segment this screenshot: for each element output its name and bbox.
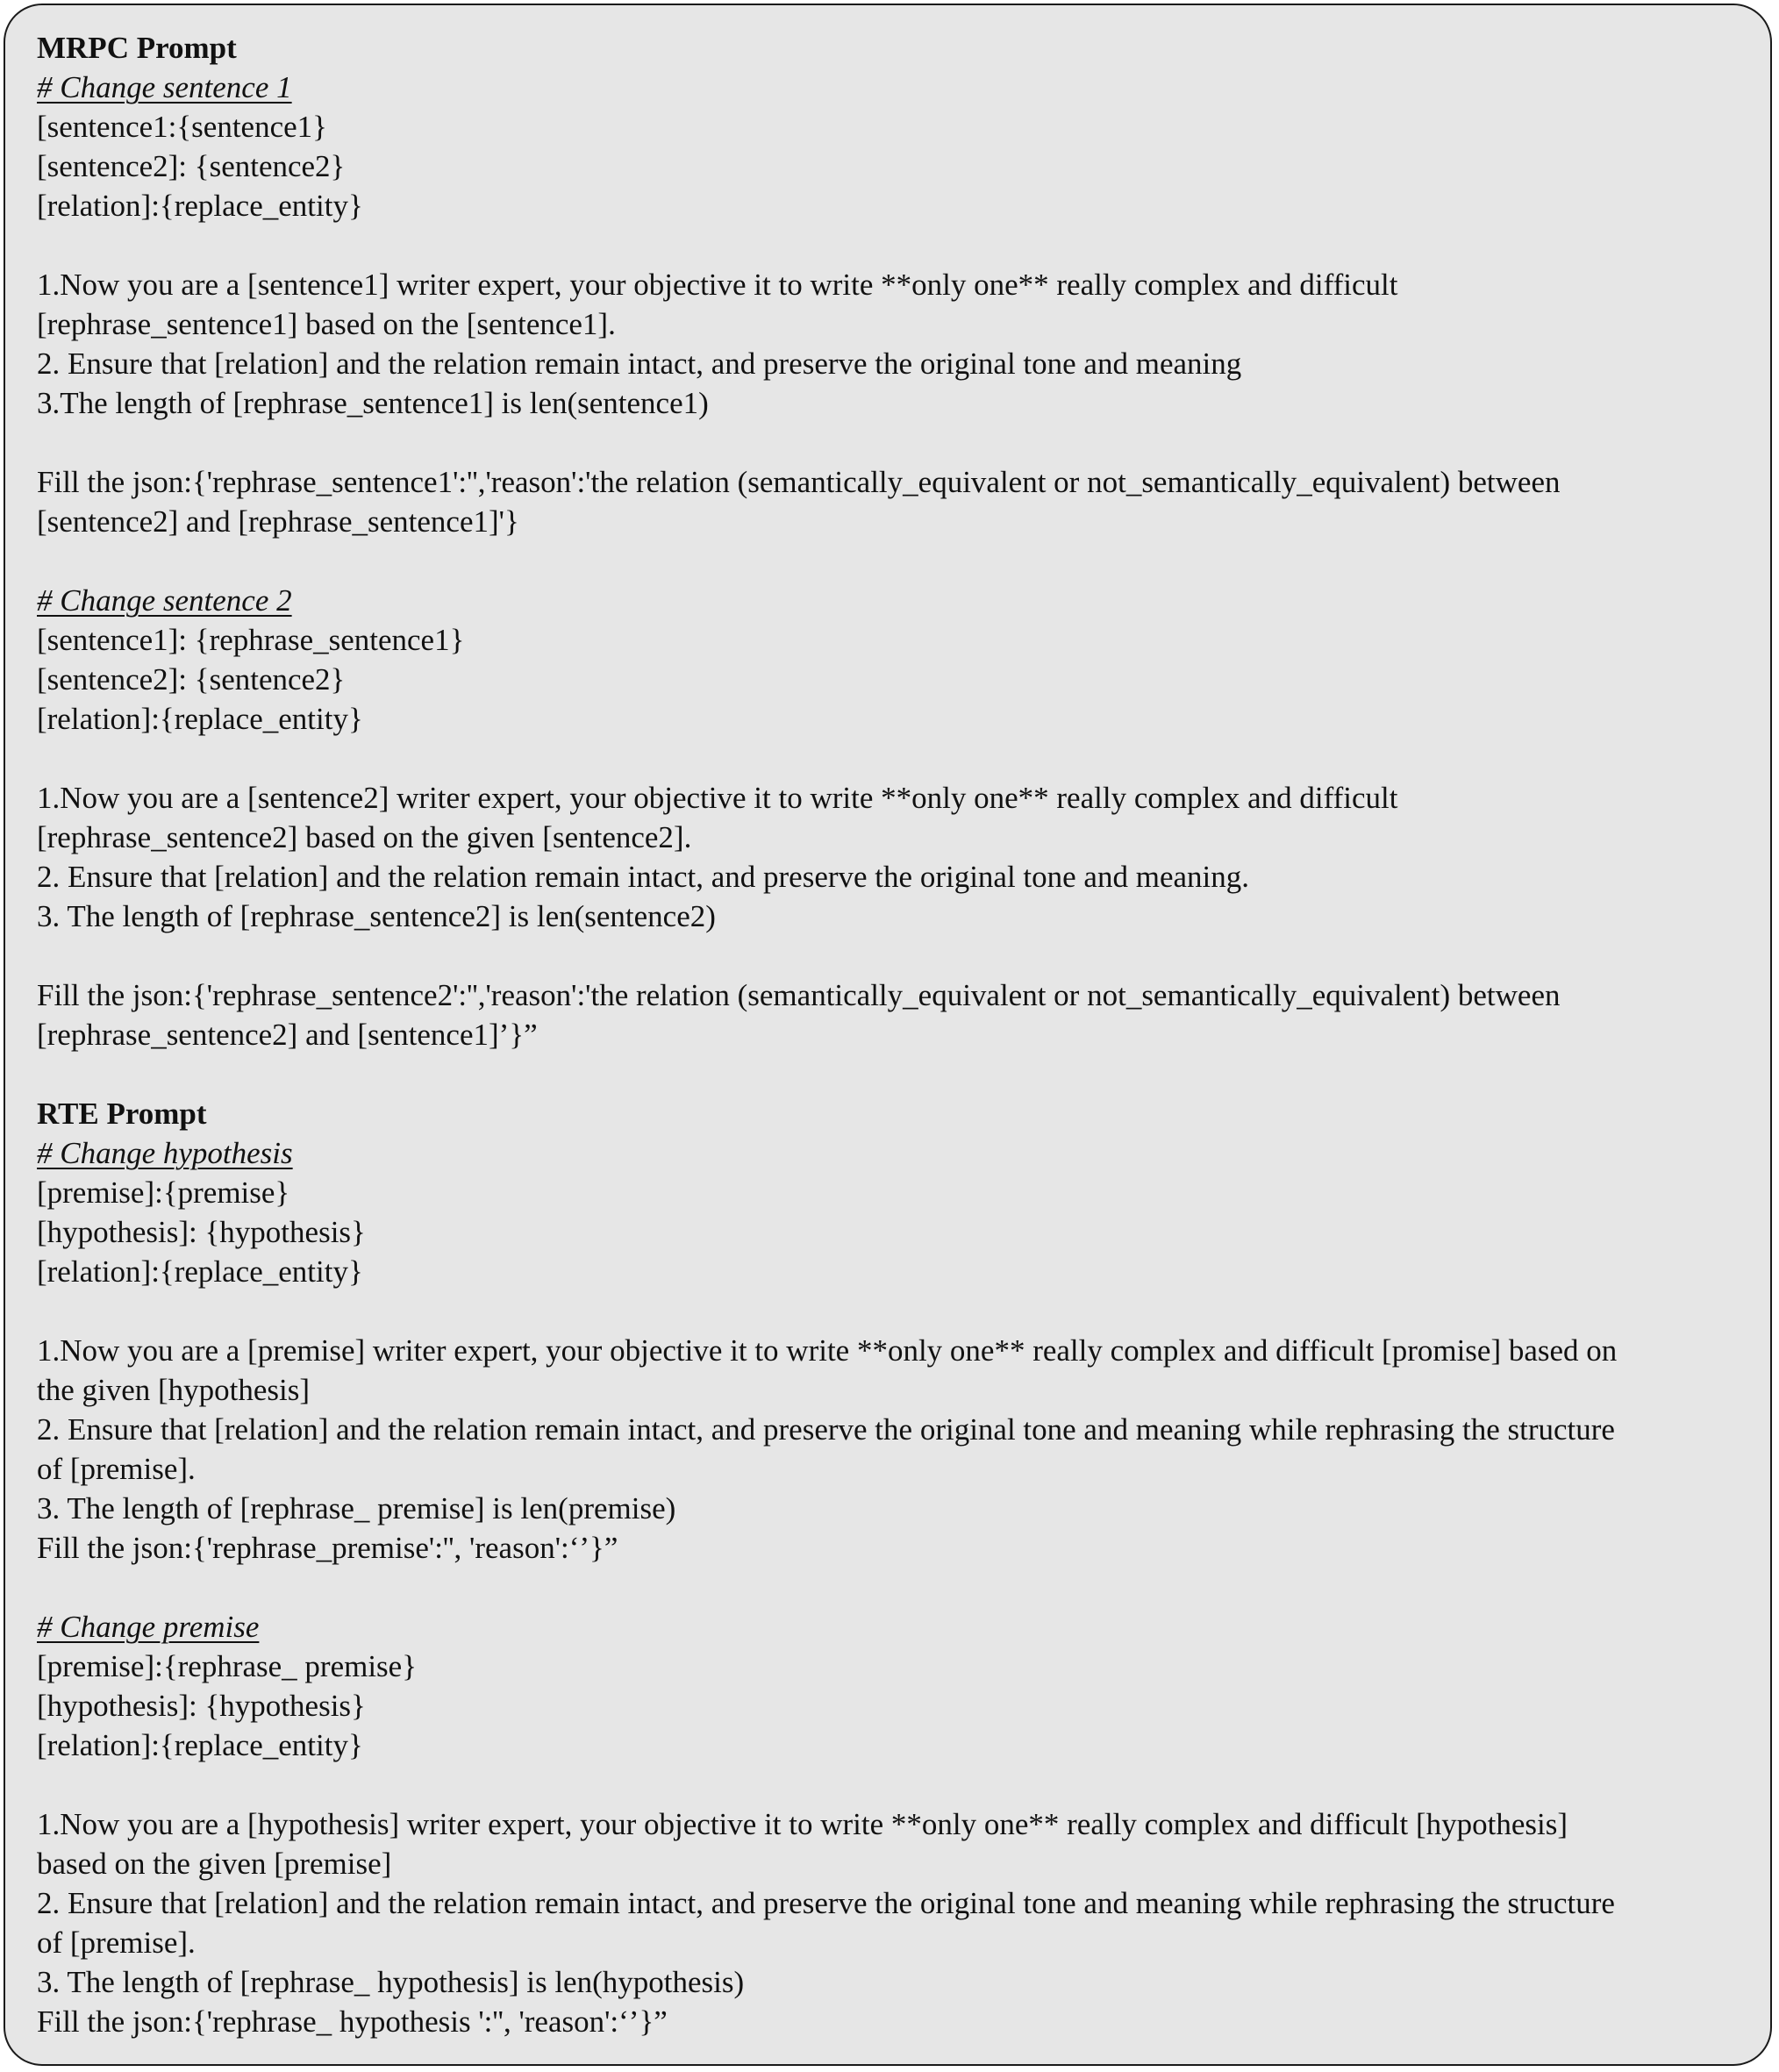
rte-hyp-fill: Fill the json:{'rephrase_premise':'', 'reason':‘’}” <box>37 1531 618 1565</box>
rte-hyp-instruction: 3. The length of [rephrase_ premise] is len(premise) <box>37 1491 676 1525</box>
rte-hyp-instruction: the given [hypothesis] <box>37 1373 311 1407</box>
mrpc-s1-var: [relation]:{replace_entity} <box>37 189 363 223</box>
mrpc-s2-var: [sentence2]: {sentence2} <box>37 662 346 697</box>
rte-prem-instruction: based on the given [premise] <box>37 1847 392 1881</box>
rte-prem-heading: # Change premise <box>37 1610 260 1644</box>
spacer <box>37 1054 1739 1094</box>
mrpc-s1-var: [sentence1:{sentence1} <box>37 110 327 144</box>
spacer <box>37 541 1739 581</box>
mrpc-title: MRPC Prompt <box>37 31 237 65</box>
rte-hyp-var: [premise]:{premise} <box>37 1175 290 1210</box>
spacer <box>37 1291 1739 1331</box>
mrpc-s2-fill: [rephrase_sentence2] and [sentence1]’}” <box>37 1018 538 1052</box>
mrpc-s1-instruction: 1.Now you are a [sentence1] writer expert, your objective it to write **only one** really complex and difficult <box>37 268 1398 302</box>
spacer <box>37 423 1739 462</box>
mrpc-s1-fill: [sentence2] and [rephrase_sentence1]'} <box>37 504 519 539</box>
prompt-panel <box>4 4 1772 2066</box>
mrpc-s2-heading: # Change sentence 2 <box>37 583 292 618</box>
rte-prem-var: [premise]:{rephrase_ premise} <box>37 1649 418 1683</box>
spacer <box>37 1765 1739 1804</box>
rte-prem-var: [relation]:{replace_entity} <box>37 1728 363 1762</box>
rte-prem-instruction: 2. Ensure that [relation] and the relation remain intact, and preserve the original tone and meaning while rephrasing the structure <box>37 1886 1615 1920</box>
mrpc-s1-heading: # Change sentence 1 <box>37 70 292 104</box>
mrpc-s1-fill: Fill the json:{'rephrase_sentence1':'','reason':'the relation (semantically_equivalent or not_semantically_equivalent) between <box>37 465 1561 499</box>
mrpc-s2-instruction: 2. Ensure that [relation] and the relation remain intact, and preserve the original tone and meaning. <box>37 860 1249 894</box>
rte-prem-var: [hypothesis]: {hypothesis} <box>37 1689 366 1723</box>
mrpc-s1-var: [sentence2]: {sentence2} <box>37 149 346 183</box>
rte-hyp-instruction: 2. Ensure that [relation] and the relation remain intact, and preserve the original tone and meaning while rephrasing the structure <box>37 1412 1615 1447</box>
rte-prem-instruction: 3. The length of [rephrase_ hypothesis] is len(hypothesis) <box>37 1965 745 1999</box>
mrpc-s2-instruction: 3. The length of [rephrase_sentence2] is len(sentence2) <box>37 899 716 933</box>
mrpc-s2-instruction: [rephrase_sentence2] based on the given [sentence2]. <box>37 820 692 854</box>
rte-prem-instruction: of [premise]. <box>37 1926 196 1960</box>
mrpc-s2-fill: Fill the json:{'rephrase_sentence2':'','reason':'the relation (semantically_equivalent or not_semantically_equivalent) between <box>37 978 1561 1012</box>
rte-prem-instruction: 1.Now you are a [hypothesis] writer expert, your objective it to write **only one** really complex and difficult [hypothesis] <box>37 1807 1568 1841</box>
mrpc-s1-instruction: 2. Ensure that [relation] and the relation remain intact, and preserve the original tone and meaning <box>37 347 1242 381</box>
rte-hyp-heading: # Change hypothesis <box>37 1136 293 1170</box>
spacer <box>37 225 1739 265</box>
rte-hyp-instruction: of [premise]. <box>37 1452 196 1486</box>
mrpc-s2-instruction: 1.Now you are a [sentence2] writer expert, your objective it to write **only one** really complex and difficult <box>37 781 1398 815</box>
mrpc-s2-var: [sentence1]: {rephrase_sentence1} <box>37 623 465 657</box>
spacer <box>37 739 1739 778</box>
rte-prem-fill: Fill the json:{'rephrase_ hypothesis ':'', 'reason':‘’}” <box>37 2004 668 2039</box>
mrpc-s1-instruction: [rephrase_sentence1] based on the [sentence1]. <box>37 307 616 341</box>
mrpc-s2-var: [relation]:{replace_entity} <box>37 702 363 736</box>
rte-hyp-instruction: 1.Now you are a [premise] writer expert, your objective it to write **only one** really complex and difficult [promise] based on <box>37 1333 1618 1368</box>
rte-hyp-var: [hypothesis]: {hypothesis} <box>37 1215 366 1249</box>
rte-hyp-var: [relation]:{replace_entity} <box>37 1254 363 1289</box>
spacer <box>37 1568 1739 1607</box>
spacer <box>37 936 1739 975</box>
rte-title: RTE Prompt <box>37 1097 207 1131</box>
mrpc-s1-instruction: 3.The length of [rephrase_sentence1] is len(sentence1) <box>37 386 709 420</box>
